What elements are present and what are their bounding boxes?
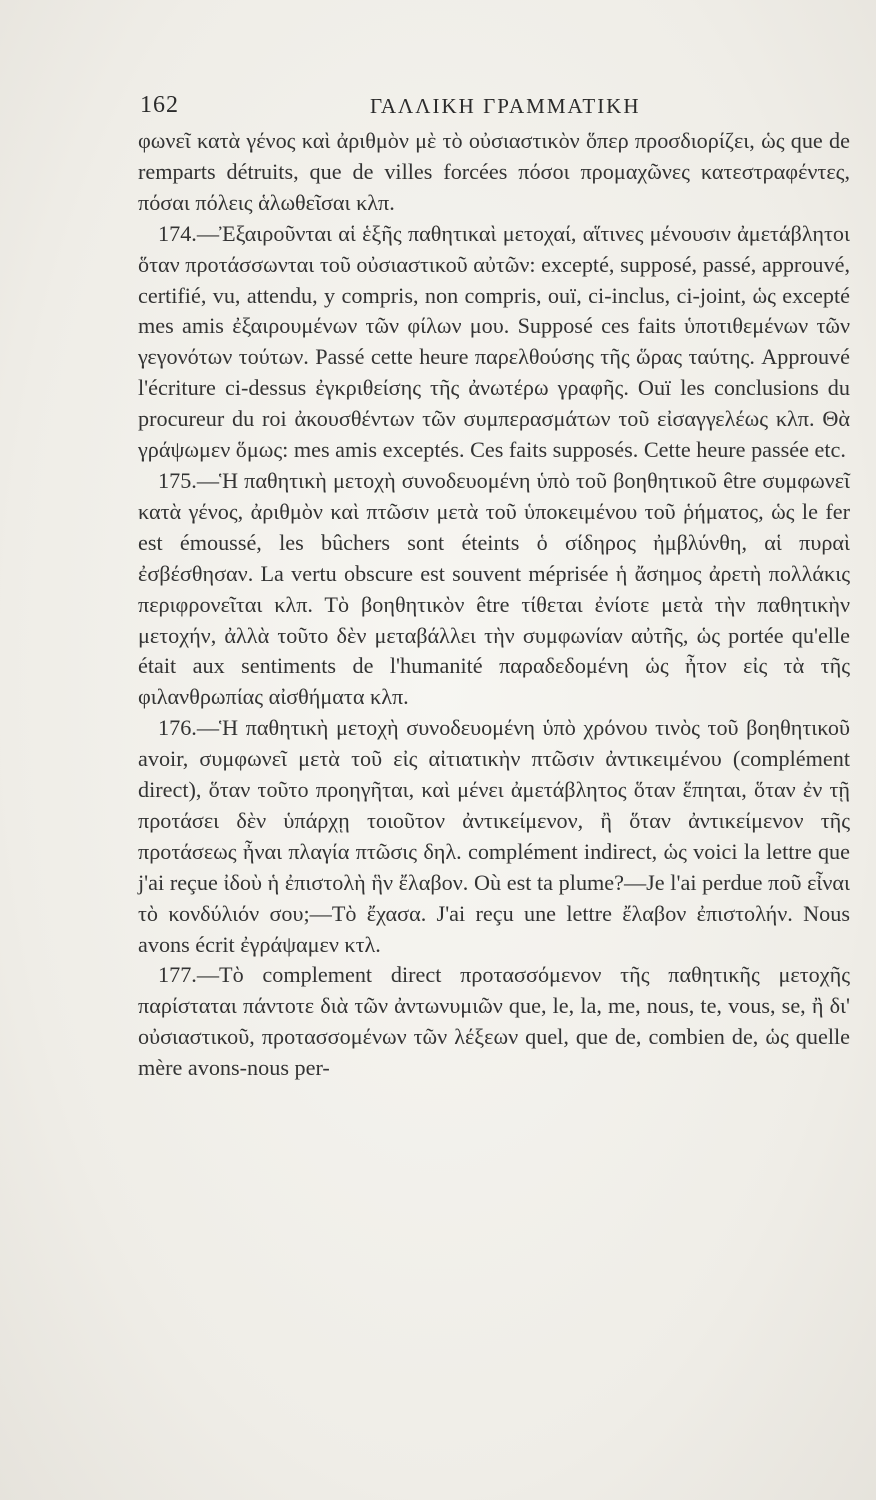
running-title: ΓΑΛΛΙΚΗ ΓΡΑΜΜΑΤΙΚΗ [370, 94, 641, 118]
paragraph-continuation: φωνεῖ κατὰ γένος καὶ ἀριθμὸν μὲ τὸ οὐσιαστικὸν ὅπερ προσδιορίζει, ὡς que de remparts détruits, que de villes forcées πόσοι προμαχῶνες κατεστραφέντες, πόσαι πόλεις ἁλωθεῖσαι κλπ. [138, 128, 850, 215]
page-number: 162 [140, 92, 179, 118]
paragraph-175: 175.—Ἡ παθητικὴ μετοχὴ συνοδευομένη ὑπὸ τοῦ βοηθητικοῦ être συμφωνεῖ κατὰ γένος, ἀριθμὸν καὶ πτῶσιν μετὰ τοῦ ὑποκειμένου τοῦ ῥήματος, ὡς le fer est émoussé, les bûchers sont éteints ὁ σίδηρος ἠμβλύνθη, αἱ πυραὶ ἐσβέσθησαν. La vertu obscure est souvent méprisée ἡ ἄσημος ἀρετὴ πολλάκις περιφρονεῖται κλπ. Τὸ βοηθητικὸν être τίθεται ἐνίοτε μετὰ τὴν παθητικὴν μετοχήν, ἀλλὰ τοῦτο δὲν μεταβάλλει τὴν συμφωνίαν αὐτῆς, ὡς portée qu'elle était aux sentiments de l'humanité παραδεδομένη ὡς ἦτον εἰς τὰ τῆς φιλανθρωπίας αἰσθήματα κλπ. [138, 467, 850, 710]
paragraph-174: 174.—Ἐξαιροῦνται αἱ ἑξῆς παθητικαὶ μετοχαί, αἵτινες μένουσιν ἀμετάβλητοι ὅταν προτάσσωνται τοῦ οὐσιαστικοῦ αὐτῶν: excepté, supposé, passé, approuvé, certifié, vu, attendu, y compris, non compris, ouï, ci-inclus, ci-joint, ὡς excepté mes amis ἐξαιρουμένων τῶν φίλων μου. Supposé ces faits ὑποτιθεμένων τῶν γεγονότων τούτων. Passé cette heure παρελθούσης τῆς ὥρας ταύτης. Approuvé l'écriture ci-dessus ἐγκριθείσης τῆς ἀνωτέρω γραφῆς. Ouï les conclusions du procureur du roi ἀκουσθέντων τῶν συμπερασμάτων τοῦ εἰσαγγελέως κλπ. Θὰ γράψωμεν ὅμως: mes amis exceptés. Ces faits supposés. Cette heure passée etc. [138, 220, 850, 463]
body-text [138, 126, 850, 1084]
paragraph-176: 176.—Ἡ παθητικὴ μετοχὴ συνοδευομένη ὑπὸ χρόνου τινὸς τοῦ βοηθητικοῦ avoir, συμφωνεῖ μετὰ τοῦ εἰς αἰτιατικὴν πτῶσιν ἀντικειμένου (complément direct), ὅταν τοῦτο προηγῆται, καὶ μένει ἀμετάβλητος ὅταν ἕπηται, ὅταν ἐν τῇ προτάσει δὲν ὑπάρχῃ τοιοῦτον ἀντικείμενον, ἢ ὅταν ἀντικείμενον τῆς προτάσεως ἦναι πλαγία πτῶσις δηλ. complément indirect, ὡς voici la lettre que j'ai reçue ἰδοὺ ἡ ἐπιστολὴ ἣν ἔλαβον. Où est ta plume?—Je l'ai perdue ποῦ εἶναι τὸ κονδύλιόν σου;—Τὸ ἔχασα. J'ai reçu une lettre ἔλαβον ἐπιστολήν. Nous avons écrit ἐγράψαμεν κτλ. [138, 715, 850, 957]
paragraph-177: 177.—Τὸ complement direct προτασσόμενον τῆς παθητικῆς μετοχῆς παρίσταται πάντοτε διὰ τῶν ἀντωνυμιῶν que, le, la, me, nous, te, vous, se, ἢ δι' οὐσιαστικοῦ, προτασσομένων τῶν λέξεων quel, que de, combien de, ὡς quelle mère avons-nous per- [138, 962, 850, 1081]
page-header [140, 92, 836, 126]
